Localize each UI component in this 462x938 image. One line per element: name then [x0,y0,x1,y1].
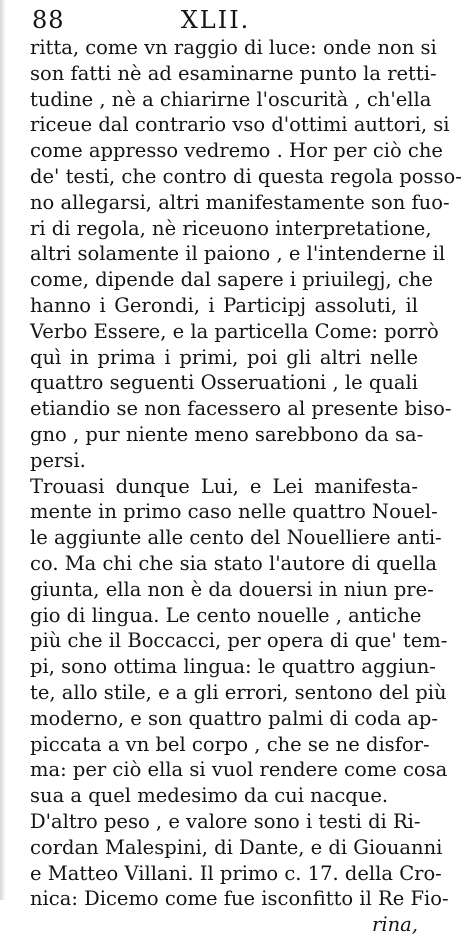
text-line: moderno, e son quattro palmi di coda ap- [30,706,438,730]
chapter-heading: XLII. [180,6,251,34]
text-line: mente in primo caso nelle quattro Nouel- [30,500,438,524]
text-line: riceue dal contrario vso d'ottimi auttori, si [30,113,450,137]
paragraph-start-line: D'altro peso , e valore sono i testi di Ri- [30,809,421,833]
text-line: ritta, come vn raggio di luce: onde non si [30,36,437,59]
body-text [30,35,462,938]
text-line: no allegarsi, altri manifestamente son fuo- [30,190,450,214]
text-line: te, allo stile, e a gli errori, sentono del più [30,680,447,704]
page-number: 88 [32,6,65,34]
text-line: quattro seguenti Osseruationi , le quali [30,371,418,395]
paragraph-start-line: Trouasi dunque Lui, e Lei manifesta- [30,474,418,498]
text-line: tudine , nè a chiarirne l'oscurità , ch'ella [30,87,432,111]
text-line: ma: per ciò ella si vuol rendere come cosa [30,758,448,782]
text-line: co. Ma chi che sia stato l'autore di quella [30,551,437,575]
text-line: sua a quel medesimo da cui nacque. [30,784,389,808]
text-line: Verbo Essere, e la particella Come: porrò [30,319,439,343]
text-line: de' testi, che contro di questa regola posso- [30,164,462,188]
text-line: altri solamente il paiono , e l'intenderne il [30,242,446,266]
text-line: etiandio se non facessero al presente biso- [30,397,452,421]
text-line: più che il Boccacci, per opera di que' tem- [30,629,448,653]
text-line: rina, [372,913,418,937]
text-line: piccata a vn bel corpo , che se ne disfor- [30,732,430,756]
text-line: giunta, ella non è da douersi in niun pre- [30,577,434,601]
text-line: persi. [30,448,86,472]
text-line: come, dipende dal sapere i priuilegj, che [30,268,433,292]
text-line: e Matteo Villani. Il primo c. 17. della Cro- [30,861,442,885]
text-line: cordan Malespini, di Dante, e di Giouanni [30,835,443,859]
text-line: nica: Dicemo come fue isconfitto il Re Fio- [30,887,449,911]
text-line: gno , pur niente meno sarebbono da sa- [30,422,424,446]
text-line: pi, sono ottima lingua: le quattro aggiun- [30,655,436,679]
text-line: son fatti nè ad esaminarne punto la retti- [30,61,437,85]
text-line: gio di lingua. Le cento nouelle , antiche [30,603,422,627]
text-line: quì in prima i primi, poi gli altri nelle [30,345,418,369]
text-line: come appresso vedremo . Hor per ciò che [30,139,443,163]
text-line: ri di regola, nè riceuono interpretatione, [30,216,432,240]
text-line: hanno i Gerondi, i Participj assoluti, il [30,293,418,317]
text-line: le aggiunte alle cento del Nouelliere anti- [30,526,442,550]
